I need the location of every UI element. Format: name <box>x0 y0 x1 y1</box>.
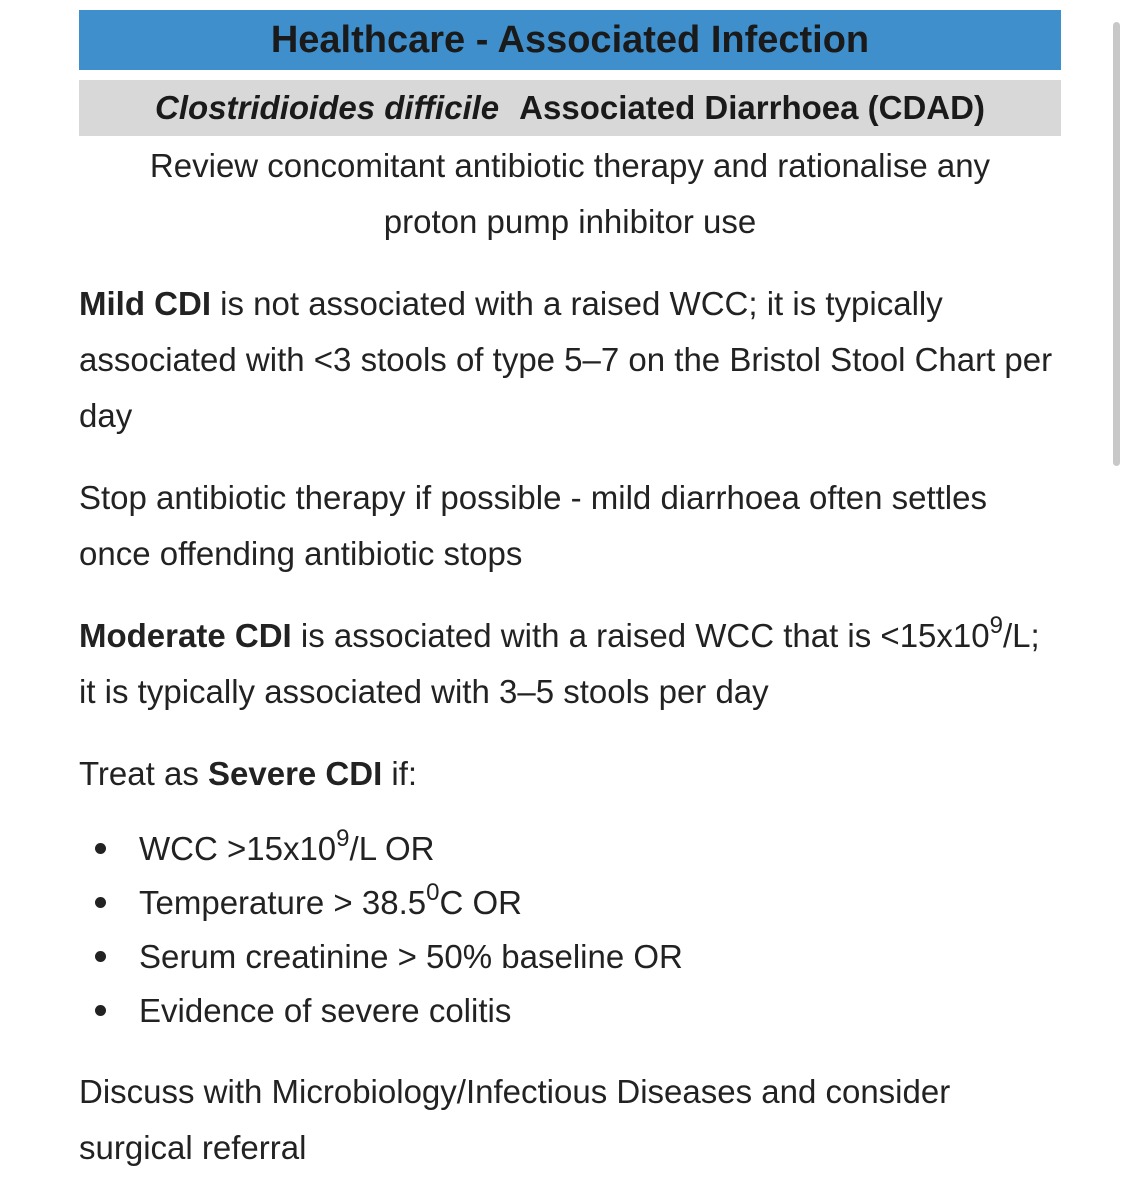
severe-suffix: if: <box>382 755 418 792</box>
criterion-text: Serum creatinine > 50% baseline OR <box>139 938 683 975</box>
list-item <box>79 984 1061 1038</box>
section-title: Healthcare - Associated Infection <box>270 18 870 61</box>
stop-antibiotic-text: Stop antibiotic therapy if possible - mild diarrhoea often settles once offending antibiotic stops <box>79 479 987 572</box>
moderate-cdi-text-end: /L; it is typically associated with 3–5 stools per day <box>79 617 1040 710</box>
section-banner <box>79 10 1061 70</box>
criterion-exponent: 9 <box>336 825 350 852</box>
moderate-cdi-paragraph <box>79 608 1061 720</box>
criterion-text: Evidence of severe colitis <box>139 992 512 1029</box>
mild-cdi-paragraph <box>79 276 1061 444</box>
bullet-icon <box>95 897 106 908</box>
vertical-scrollbar[interactable] <box>1113 22 1120 466</box>
severe-cdi-intro <box>79 746 1061 802</box>
mild-cdi-label: Mild CDI <box>79 285 211 322</box>
guideline-page <box>79 10 1061 1176</box>
topic-title: Associated Diarrhoea (CDAD) <box>519 89 985 126</box>
bullet-icon <box>95 951 106 962</box>
criterion-text: WCC >15x10 <box>139 830 337 867</box>
topic-banner <box>79 80 1061 136</box>
criterion-text-end: C OR <box>439 884 522 921</box>
stop-antibiotic-paragraph <box>79 470 1061 582</box>
severe-prefix: Treat as <box>79 755 208 792</box>
intro-note <box>79 138 1061 250</box>
list-item <box>79 930 1061 984</box>
criterion-exponent: 0 <box>426 879 440 906</box>
moderate-cdi-text: is associated with a raised WCC that is <15x10 <box>291 617 990 654</box>
mild-cdi-text: is not associated with a raised WCC; it is typically associated with <3 stools of type 5–7 on the Bristol Stool Chart per day <box>79 285 1053 434</box>
intro-line-1: Review concomitant antibiotic therapy and rationalise any <box>149 147 991 184</box>
moderate-cdi-exponent: 9 <box>989 612 1003 639</box>
discuss-paragraph <box>79 1064 1061 1176</box>
moderate-cdi-label: Moderate CDI <box>79 617 292 654</box>
severe-cdi-label: Severe CDI <box>208 755 383 792</box>
bullet-icon <box>95 843 106 854</box>
discuss-text: Discuss with Microbiology/Infectious Diseases and consider surgical referral <box>79 1073 951 1166</box>
intro-line-2: proton pump inhibitor use <box>383 203 757 240</box>
severe-criteria-list <box>79 822 1061 1038</box>
criterion-text-end: /L OR <box>349 830 435 867</box>
bullet-icon <box>95 1005 106 1016</box>
criterion-text: Temperature > 38.5 <box>139 884 427 921</box>
organism-name: Clostridioides difficile <box>155 89 500 126</box>
list-item <box>79 822 1061 876</box>
list-item <box>79 876 1061 930</box>
